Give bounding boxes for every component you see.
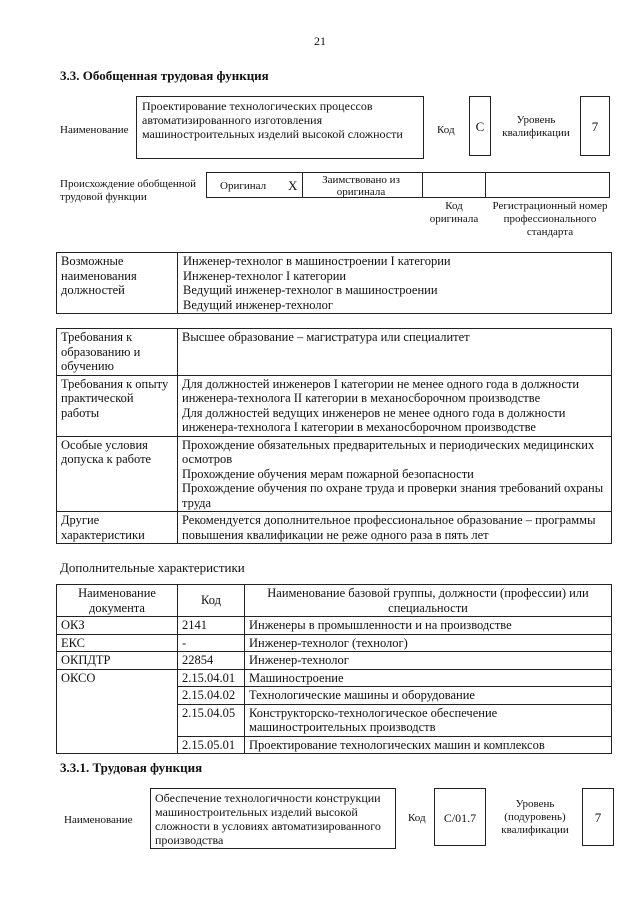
position-item: Инженер-технолог I категории: [183, 268, 347, 283]
req-experience-line: Для должностей ведущих инженеров не менее одного года в должности инженера-технолога I категории в механосборочном производстве: [182, 405, 566, 434]
position-item: Ведущий инженер-технолог: [183, 297, 333, 312]
original-mark: X: [288, 178, 298, 193]
code-value: C: [469, 96, 491, 156]
sub-name-label: Наименование: [64, 814, 133, 826]
origin-label: Происхождение обобщенной трудовой функции: [60, 178, 197, 203]
table-row: [57, 617, 612, 635]
level-label: Уровень квалификации: [502, 114, 570, 139]
section-title: 3.3. Обобщенная трудовая функция: [60, 68, 269, 83]
req-other-text: Рекомендуется дополнительное профессиональное образование – программы повышения квалификации не реже одного раза в пять лет: [182, 513, 596, 542]
name-label: Наименование: [60, 124, 129, 136]
row-code: 2141: [178, 617, 245, 635]
positions-table: [56, 252, 612, 314]
row-name: Инженеры в промышленности и на производстве: [245, 617, 612, 635]
code-label: Код: [437, 124, 455, 136]
sub-function-name-box: [150, 788, 396, 849]
table-row: [57, 669, 612, 687]
row-name: Технологические машины и оборудование: [245, 687, 612, 705]
req-label-experience: Требования к опыту практической работы: [57, 375, 178, 436]
subsection-title: 3.3.1. Трудовая функция: [60, 760, 203, 775]
row-name: Инженер-технолог (технолог): [245, 634, 612, 652]
reg-number-label: Регистрационный номер профессионального стандарта: [492, 200, 608, 238]
col-header-document: Наименование документа: [57, 585, 178, 617]
req-admission-line: Прохождение обучения мерам пожарной безопасности: [182, 466, 474, 481]
req-admission-line: Прохождение обязательных предварительных и периодических медицинских осмотров: [182, 437, 595, 466]
col-header-code: Код: [178, 585, 245, 617]
additional-table: [56, 584, 612, 754]
req-education-text: Высшее образование – магистратура или специалитет: [182, 330, 470, 344]
row-name: Проектирование технологических машин и комплексов: [245, 736, 612, 754]
row-code: 2.15.04.05: [178, 704, 245, 736]
req-label-education: Требования к образованию и обучению: [57, 329, 178, 376]
row-document: ОКЗ: [57, 617, 178, 635]
req-admission-line: Прохождение обучения по охране труда и проверки знания требований охраны труда: [182, 481, 604, 510]
row-code: 22854: [178, 652, 245, 670]
row-code: 2.15.04.02: [178, 687, 245, 705]
position-item: Ведущий инженер-технолог в машиностроении: [183, 283, 438, 297]
sub-function-name: Обеспечение технологичности конструкции машиностроительных изделий высокой сложности в условиях автоматизированного производства: [155, 791, 381, 847]
req-label-other: Другие характеристики: [57, 512, 178, 544]
req-experience-line: Для должностей инженеров I категории не менее одного года в должности инженера-технолога II категории в механосборочном производстве: [182, 376, 580, 405]
borrowed-label: Заимствовано из оригинала: [322, 174, 400, 198]
table-row: [57, 634, 612, 652]
additional-title: Дополнительные характеристики: [60, 560, 245, 575]
original-label: Оригинал: [220, 180, 267, 192]
page-number: 21: [314, 34, 326, 48]
positions-label: Возможные наименования должностей: [57, 253, 178, 314]
row-name: Машиностроение: [245, 669, 612, 687]
row-code: 2.15.04.01: [178, 669, 245, 687]
req-label-admission: Особые условия допуска к работе: [57, 436, 178, 512]
row-document: ОКСО: [57, 669, 178, 754]
row-document: ОКПДТР: [57, 652, 178, 670]
row-document: ЕКС: [57, 634, 178, 652]
function-name: Проектирование технологических процессов автоматизированного изготовления машиностроительных изделий высокой сложности: [142, 99, 403, 141]
function-name-box: [136, 96, 424, 159]
row-code: 2.15.05.01: [178, 736, 245, 754]
level-value: 7: [580, 96, 610, 156]
row-name: Конструкторско-технологическое обеспечение машиностроительных производств: [245, 704, 612, 736]
sub-level-value: 7: [582, 788, 614, 846]
table-row: [57, 652, 612, 670]
original-code-label: Код оригинала: [429, 200, 479, 225]
col-header-name: Наименование базовой группы, должности (профессии) или специальности: [245, 585, 612, 617]
requirements-table: [56, 328, 612, 544]
sub-level-label: Уровень (подуровень) квалификации: [501, 798, 569, 836]
row-code: -: [178, 634, 245, 652]
row-name: Инженер-технолог: [245, 652, 612, 670]
position-item: Инженер-технолог в машиностроении I категории: [183, 254, 451, 268]
sub-code-value: C/01.7: [434, 788, 486, 846]
sub-code-label: Код: [408, 812, 426, 824]
